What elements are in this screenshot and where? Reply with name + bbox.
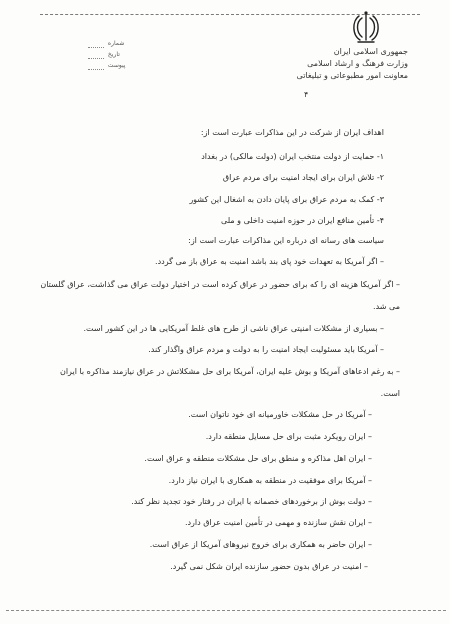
policy-item: – آمریکا در حل مشکلات خاورمیانه ای خود ناتوان است.	[188, 410, 372, 419]
header-ministry: وزارت فرهنگ و ارشاد اسلامی	[307, 59, 408, 68]
policy-item-continued: می شد.	[373, 302, 400, 311]
policy-item: – اگر آمریکا هزینه ای را که برای حضور در عراق کرده است در اختیار دولت عراق می گذاشت، عراق گلستان	[40, 280, 400, 289]
date-field	[88, 51, 120, 59]
attachment-field	[88, 62, 125, 70]
policy-item: – به رغم ادعاهای آمریکا و بوش علیه ایران، آمریکا برای حل مشکلاتش در عراق نیازمند مذاکره با ایران	[59, 367, 400, 376]
emblem-icon	[351, 10, 381, 46]
goal-item: ۴- تأمین منافع ایران در حوزه امنیت داخلی و ملی	[221, 216, 384, 225]
policy-item: – ایران حاضر به همکاری برای خروج نیروهای آمریکا از عراق است.	[149, 540, 372, 549]
goal-item: ۲- تلاش ایران برای ایجاد امنیت برای مردم عراق	[222, 173, 384, 182]
bottom-dashed-border	[6, 610, 446, 611]
number-blank	[88, 47, 104, 48]
policy-item: – ایران اهل مذاکره و منطق برای حل مشکلات منطقه و عراق است.	[144, 454, 372, 463]
policy-item: – اگر آمریکا به تعهدات خود پای بند باشد امنیت به عراق باز می گردد.	[155, 257, 384, 266]
date-label: تاریخ	[107, 51, 120, 58]
policy-item: – امنیت در عراق بدون حضور سازنده ایران شکل نمی گیرد.	[170, 562, 368, 571]
goal-item: ۱- حمایت از دولت منتخب ایران (دولت مالکی) در بغداد	[201, 152, 384, 161]
policy-item: – آمریکا برای موفقیت در منطقه به همکاری با ایران نیاز دارد.	[168, 476, 372, 485]
policy-item: – بسیاری از مشکلات امنیتی عراق ناشی از طرح های غلط آمریکایی ها در این کشور است.	[83, 324, 384, 333]
header-deputy: معاونت امور مطبوعاتی و تبلیغاتی	[296, 71, 408, 80]
policy-item-continued: است.	[380, 389, 400, 398]
policy-item: – ایران رویکرد مثبت برای حل مسایل منطقه دارد.	[205, 432, 372, 441]
intro-line: اهداف ایران از شرکت در این مذاکرات عبارت است از:	[200, 128, 384, 137]
policy-intro-line: سیاست های رسانه ای درباره این مذاکرات عبارت است از:	[188, 236, 384, 245]
goal-item: ۳- کمک به مردم عراق برای پایان دادن به اشغال این کشور	[189, 195, 384, 204]
number-field	[88, 40, 124, 48]
policy-item: – دولت بوش از برخوردهای خصمانه با ایران در رفتار خود تجدید نظر کند.	[131, 497, 372, 506]
policy-item: – ایران نقش سازنده و مهمی در تأمین امنیت عراق دارد.	[184, 518, 372, 527]
attachment-label: پیوست	[107, 62, 126, 69]
page-mark: ۴	[304, 90, 309, 99]
attachment-blank	[88, 69, 104, 70]
policy-item: – آمریکا باید مسئولیت ایجاد امنیت را به دولت و مردم عراق واگذار کند.	[148, 345, 384, 354]
date-blank	[88, 58, 104, 59]
number-label: شماره	[107, 40, 125, 47]
header-country: جمهوری اسلامی ایران	[333, 47, 408, 56]
